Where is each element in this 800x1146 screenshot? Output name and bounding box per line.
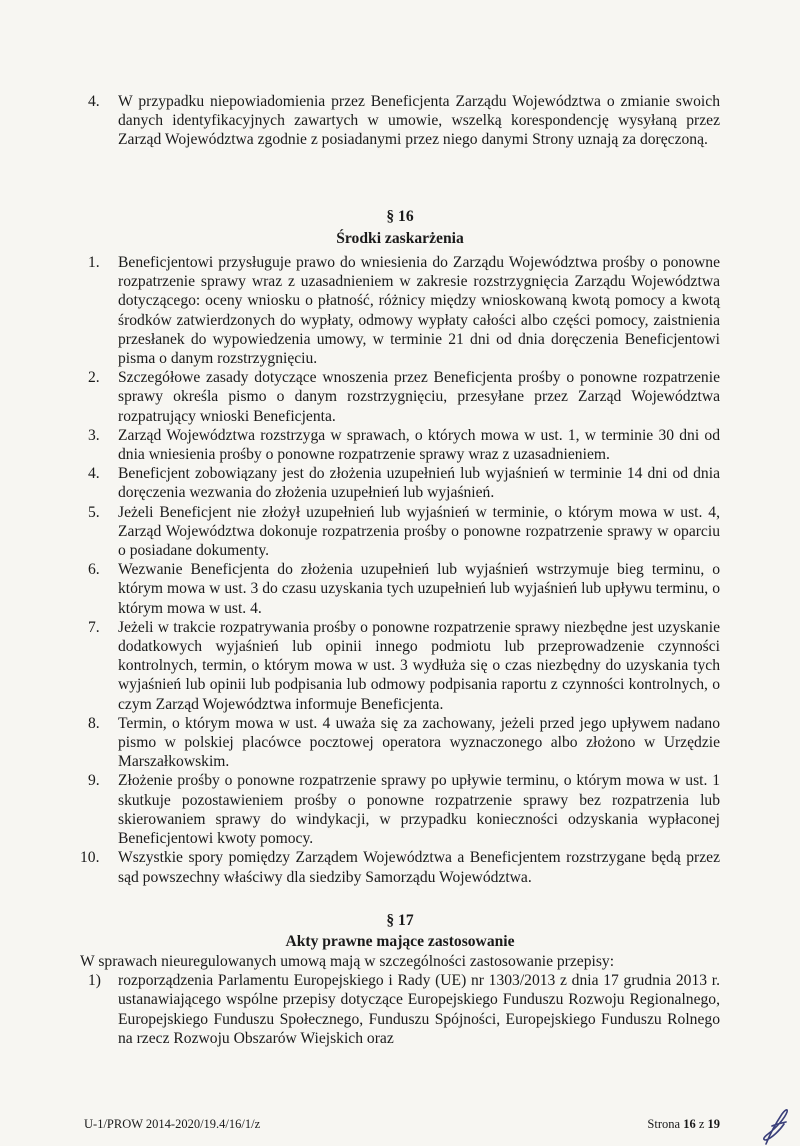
item-number: 9. bbox=[88, 772, 100, 790]
section-17 bbox=[80, 910, 720, 1048]
item-number: 3. bbox=[88, 426, 100, 444]
item-text: Szczegółowe zasady dotyczące wnoszenia przez Beneficjenta prośby o ponowne rozpatrzenie sprawy określa pismo o danym rozstrzygnięciu, przesyłane przez Zarząd Województwa rozpatrujący wnioski Beneficjenta. bbox=[118, 369, 720, 425]
item-text: rozporządzenia Parlamentu Europejskiego i Rady (UE) nr 1303/2013 z dnia 17 grudnia 2013 r. ustanawiającego wspólne przepisy dotyczące Europejskiego Funduszu Rozwoju Regionalnego, Europejskiego Funduszu Społecznego, Funduszu Spójności, Europejskiego Funduszu Rolnego na rzecz Rozwoju Obszarów Wiejskich oraz bbox=[118, 972, 720, 1047]
item-text: Wezwanie Beneficjenta do złożenia uzupełnień lub wyjaśnień wstrzymuje bieg terminu, o którym mowa w ust. 3 do czasu uzyskania tych uzupełnień lub wyjaśnień lub upływu terminu, o którym mowa w ust. 4. bbox=[118, 561, 720, 617]
item-number: 10. bbox=[80, 849, 100, 867]
item-number: 1) bbox=[88, 972, 101, 990]
page-label: Strona bbox=[647, 1117, 681, 1131]
item-number: 4. bbox=[88, 93, 100, 110]
section-number: § 16 bbox=[386, 208, 414, 225]
item-number: 5. bbox=[88, 503, 100, 521]
section-16 bbox=[80, 206, 720, 249]
section-title: Środki zaskarżenia bbox=[336, 230, 464, 247]
page-current: 16 bbox=[683, 1117, 696, 1131]
list-item bbox=[80, 426, 720, 464]
item-text: Beneficjentowi przysługuje prawo do wniesienia do Zarządu Województwa prośby o ponowne rozpatrzenie sprawy wraz z uzasadnieniem w zakresie rozstrzygnięcia Zarządu Województwa dotyczącego: oceny wniosku o płatność, różnicy między wnioskowaną kwotą pomocy a kwotą środków zatwierdzonych do wypłaty, odmowy wypłaty całości albo części pomocy, zaistnienia przesłanek do wypowiedzenia umowy, w terminie 21 dni od dnia doręczenia Beneficjentowi pisma o danym rozstrzygnięciu. bbox=[118, 254, 720, 368]
item-text: Zarząd Województwa rozstrzyga w sprawach, o których mowa w ust. 1, w terminie 30 dni od dnia wniesienia prośby o ponowne rozpatrzenie sprawy wraz z uzasadnieniem. bbox=[118, 426, 720, 464]
handwritten-initials bbox=[752, 1104, 792, 1146]
page-total: 19 bbox=[707, 1117, 720, 1131]
list-item bbox=[80, 560, 720, 618]
list-item bbox=[80, 368, 720, 426]
item-text: W przypadku niepowiadomienia przez Beneficjenta Zarządu Województwa o zmianie swoich danych identyfikacyjnych zawartych w umowie, wszelką korespondencję wysyłaną przez Zarząd Województwa zgodnie z posiadanymi przez niego danymi Strony uznają za doręczoną. bbox=[118, 93, 720, 149]
item-text: Termin, o którym mowa w ust. 4 uważa się za zachowany, jeżeli przed jego upływem nadano pismo w polskiej placówce pocztowej operatora wyznaczonego albo złożono w Urzędzie Marszałkowskim. bbox=[118, 714, 720, 771]
item-text: Jeżeli Beneficjent nie złożył uzupełnień lub wyjaśnień w terminie, o którym mowa w ust. 4, Zarząd Województwa dokonuje rozpatrzenia prośby o ponowne rozpatrzenie sprawy w oparciu o posiadane dokumenty. bbox=[118, 503, 720, 560]
list-item bbox=[80, 618, 720, 714]
list-item bbox=[80, 253, 720, 368]
section-16-list bbox=[80, 253, 720, 887]
section-17-list bbox=[80, 971, 720, 1048]
item-number: 1. bbox=[88, 254, 100, 271]
item-text: Beneficjent zobowiązany jest do złożenia uzupełnień lub wyjaśnień w terminie 14 dni od dnia doręczenia wezwania do złożenia uzupełnień lub wyjaśnień. bbox=[118, 465, 720, 502]
section-number: § 17 bbox=[386, 912, 414, 929]
list-item bbox=[80, 771, 720, 848]
item-text: Złożenie prośby o ponowne rozpatrzenie sprawy po upływie terminu, o którym mowa w ust. 1 skutkuje pozostawieniem prośby o ponowne rozpatrzenie sprawy bez rozpatrzenia lub skierowaniem sprawy do windykacji, w przypadku konieczności odzyskania wypłaconej Beneficjentowi kwoty pomocy. bbox=[118, 772, 720, 848]
list-item bbox=[80, 714, 720, 772]
paragraph-prev bbox=[80, 92, 720, 150]
item-text: Jeżeli w trakcie rozpatrywania prośby o ponowne rozpatrzenie sprawy niezbędne jest uzyskanie dodatkowych wyjaśnień lub opinii innego podmiotu lub przeprowadzenie czynności kontrolnych, termin, o którym mowa w ust. 3 wydłuża się o czas niezbędny do uzyskania tych wyjaśnień lub opinii lub podpisania lub odmowy podpisania raportu z czynności kontrolnych, o czym Zarząd Województwa informuje Beneficjenta. bbox=[118, 618, 720, 713]
item-number: 2. bbox=[88, 369, 100, 387]
item-number: 6. bbox=[88, 561, 100, 579]
list-item bbox=[80, 848, 720, 886]
section-intro: W sprawach nieuregulowanych umową mają w szczególności zastosowanie przepisy: bbox=[80, 953, 615, 970]
list-item bbox=[80, 464, 720, 502]
list-item bbox=[80, 503, 720, 561]
item-number: 7. bbox=[88, 618, 100, 636]
page-separator: z bbox=[698, 1117, 705, 1131]
page-footer bbox=[84, 1117, 720, 1132]
item-number: 8. bbox=[88, 714, 100, 732]
list-item bbox=[80, 971, 720, 1048]
page-number bbox=[647, 1117, 720, 1132]
item-number: 4. bbox=[88, 465, 100, 483]
item-text: Wszystkie spory pomiędzy Zarządem Województwa a Beneficjentem rozstrzygane będą przez sąd powszechny właściwy dla siedziby Samorządu Województwa. bbox=[118, 849, 720, 886]
list-item bbox=[80, 92, 720, 150]
document-code: U-1/PROW 2014-2020/19.4/16/1/z bbox=[84, 1117, 261, 1131]
section-title: Akty prawne mające zastosowanie bbox=[285, 933, 515, 950]
